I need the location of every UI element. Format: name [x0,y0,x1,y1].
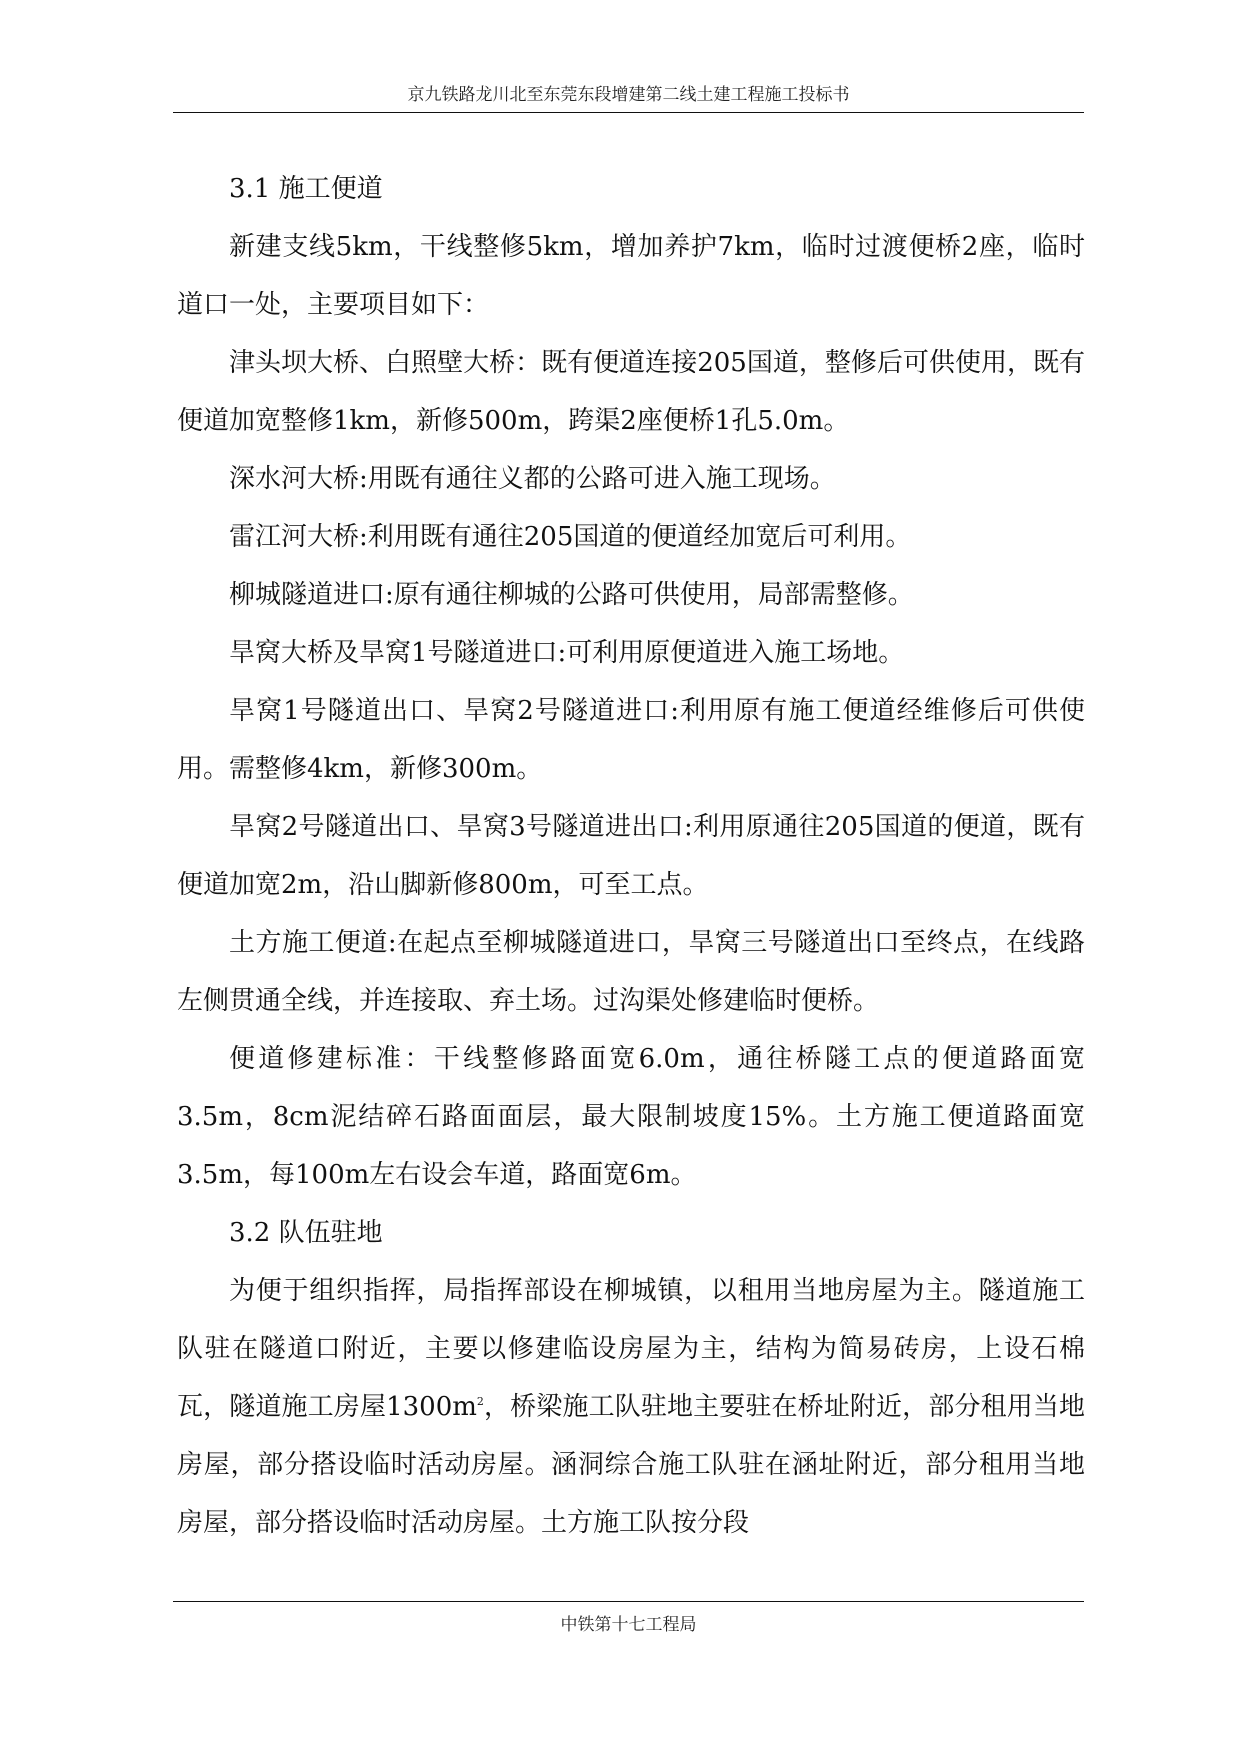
page-footer: 中铁第十七工程局 [560,1615,697,1635]
footer-divider [173,1601,1084,1602]
camp-text-part-1: 为便于组织指挥，局指挥部设在柳城镇，以租用当地房屋为主。隧道施工队驻在隧道口附近，主要以修建临设房屋为主，结构为简易砖房，上设石棉瓦，隧道施工房屋1300m [177,1276,1085,1422]
header-divider [173,112,1084,113]
paragraph-hanwo-tunnel-2-3: 旱窝2号隧道出口、旱窝3号隧道进出口:利用原通往205国道的便道，既有便道加宽2m，沿山脚新修800m，可至工点。 [177,812,1085,900]
camp-text-part-2: ，桥梁施工队驻地主要驻在桥址附近，部分租用当地房屋，部分搭设临时活动房屋。涵洞综合施工队驻在涵址附近，部分租用当地房屋，部分搭设临时活动房屋。土方施工队按分段 [177,1392,1085,1538]
section-heading-3-2: 3.2 队伍驻地 [229,1218,383,1248]
paragraph-overview: 新建支线5km，干线整修5km，增加养护7km，临时过渡便桥2座，临时道口一处，主要项目如下： [177,232,1085,320]
paragraph-hanwo-tunnel-1-2: 旱窝1号隧道出口、旱窝2号隧道进口:利用原有施工便道经维修后可供使用。需整修4km，新修300m。 [177,696,1085,784]
paragraph-leijianghe-bridge: 雷江河大桥:利用既有通往205国道的便道经加宽后可利用。 [229,522,912,552]
paragraph-shenshuihe-bridge: 深水河大桥:用既有通往义都的公路可进入施工现场。 [229,464,836,494]
paragraph-earthwork-road: 土方施工便道:在起点至柳城隧道进口，旱窝三号隧道出口至终点，在线路左侧贯通全线，并连接取、弃土场。过沟渠处修建临时便桥。 [177,928,1085,1016]
paragraph-jintouba-bridge: 津头坝大桥、白照壁大桥：既有便道连接205国道，整修后可供使用，既有便道加宽整修1km，新修500m，跨渠2座便桥1孔5.0m。 [177,348,1085,436]
page-header: 京九铁路龙川北至东莞东段增建第二线土建工程施工投标书 [407,85,850,105]
paragraph-team-camp [177,1262,1085,1552]
paragraph-liucheng-tunnel: 柳城隧道进口:原有通往柳城的公路可供使用，局部需整修。 [229,580,914,610]
section-heading-3-1: 3.1 施工便道 [229,174,383,204]
paragraph-hanwo-bridge: 旱窝大桥及旱窝1号隧道进口:可利用原便道进入施工场地。 [229,638,905,668]
paragraph-road-standard: 便道修建标准：干线整修路面宽6.0m，通往桥隧工点的便道路面宽3.5m，8cm泥结碎石路面面层，最大限制坡度15%。土方施工便道路面宽3.5m，每100m左右设会车道，路面宽6m。 [177,1044,1085,1190]
superscript-2: 2 [476,1395,484,1408]
document-body [177,160,1085,1552]
